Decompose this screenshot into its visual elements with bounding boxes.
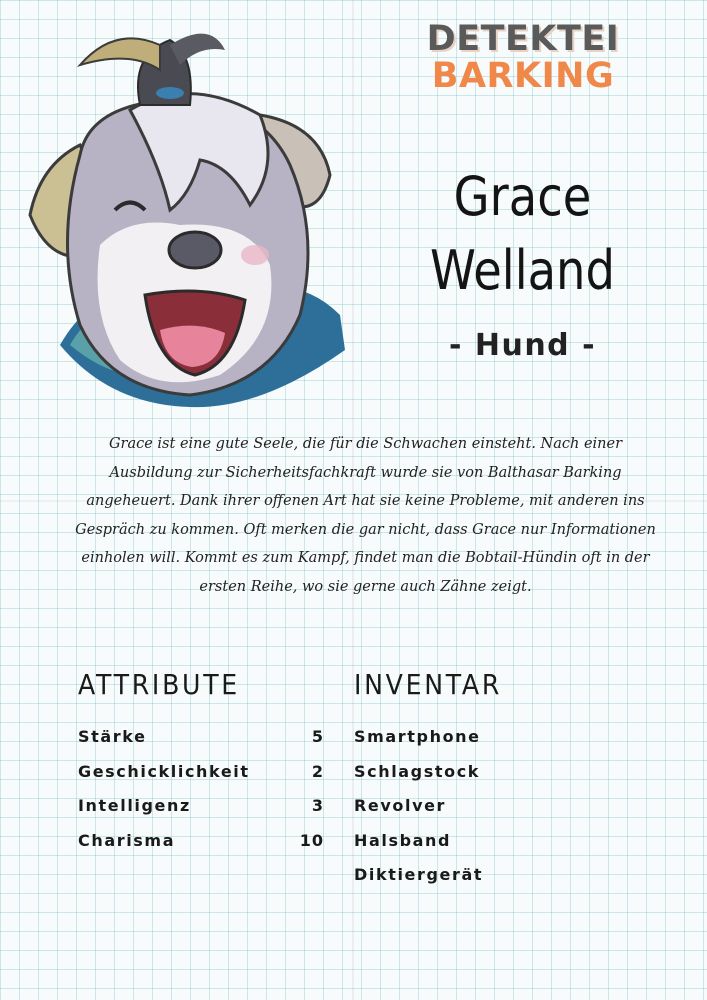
dog-portrait-illustration [20, 15, 360, 410]
attribute-row [78, 831, 324, 866]
character-name [426, 160, 620, 308]
attribute-row [78, 727, 324, 762]
detektei-barking-logo [418, 19, 628, 96]
logo-line-2: BARKING [431, 56, 615, 96]
attribute-name: Stärke [78, 727, 147, 746]
attribute-value: 3 [311, 796, 324, 815]
attribute-name: Charisma [78, 830, 176, 850]
character-first-name: Grace [453, 165, 592, 228]
inventory-list [354, 727, 614, 900]
inventory-item: Schlagstock [354, 761, 481, 781]
character-species: - Hund - [448, 328, 597, 363]
attribute-value: 2 [311, 761, 324, 781]
attribute-row [78, 796, 324, 831]
attribute-row [78, 762, 324, 797]
attribute-value: 10 [299, 830, 324, 850]
attributes-heading: ATTRIBUTE [78, 668, 240, 701]
character-bio: Grace ist eine gute Seele, die für die Schwachen einsteht. Nach einer Ausbildung zur Sicherheitsfachkraft wurde sie von Balthasar Barking angeheuert. Dank ihrer offenen Art hat sie keine Probleme, mit anderen ins Gespräch zu kommen. Oft merken die gar nicht, dass Grace nur Informationen einholen will. Kommt es zum Kampf, findet man die Bobtail-Hündin oft in der ersten Reihe, wo sie gerne auch Zähne zeigt. [75, 436, 656, 595]
inventory-item: Revolver [354, 796, 447, 815]
inventory-item: Halsband [354, 830, 452, 850]
attribute-value: 5 [311, 727, 324, 746]
logo-line-1: DETEKTEI [426, 19, 620, 59]
attribute-name: Intelligenz [78, 796, 191, 815]
inventory-item: Diktiergerät [354, 865, 484, 884]
character-last-name: Welland [430, 239, 615, 302]
attribute-name: Geschicklichkeit [78, 761, 250, 781]
inventory-heading: INVENTAR [354, 668, 503, 701]
inventory-item: Smartphone [354, 727, 481, 746]
attributes-list [78, 727, 324, 865]
